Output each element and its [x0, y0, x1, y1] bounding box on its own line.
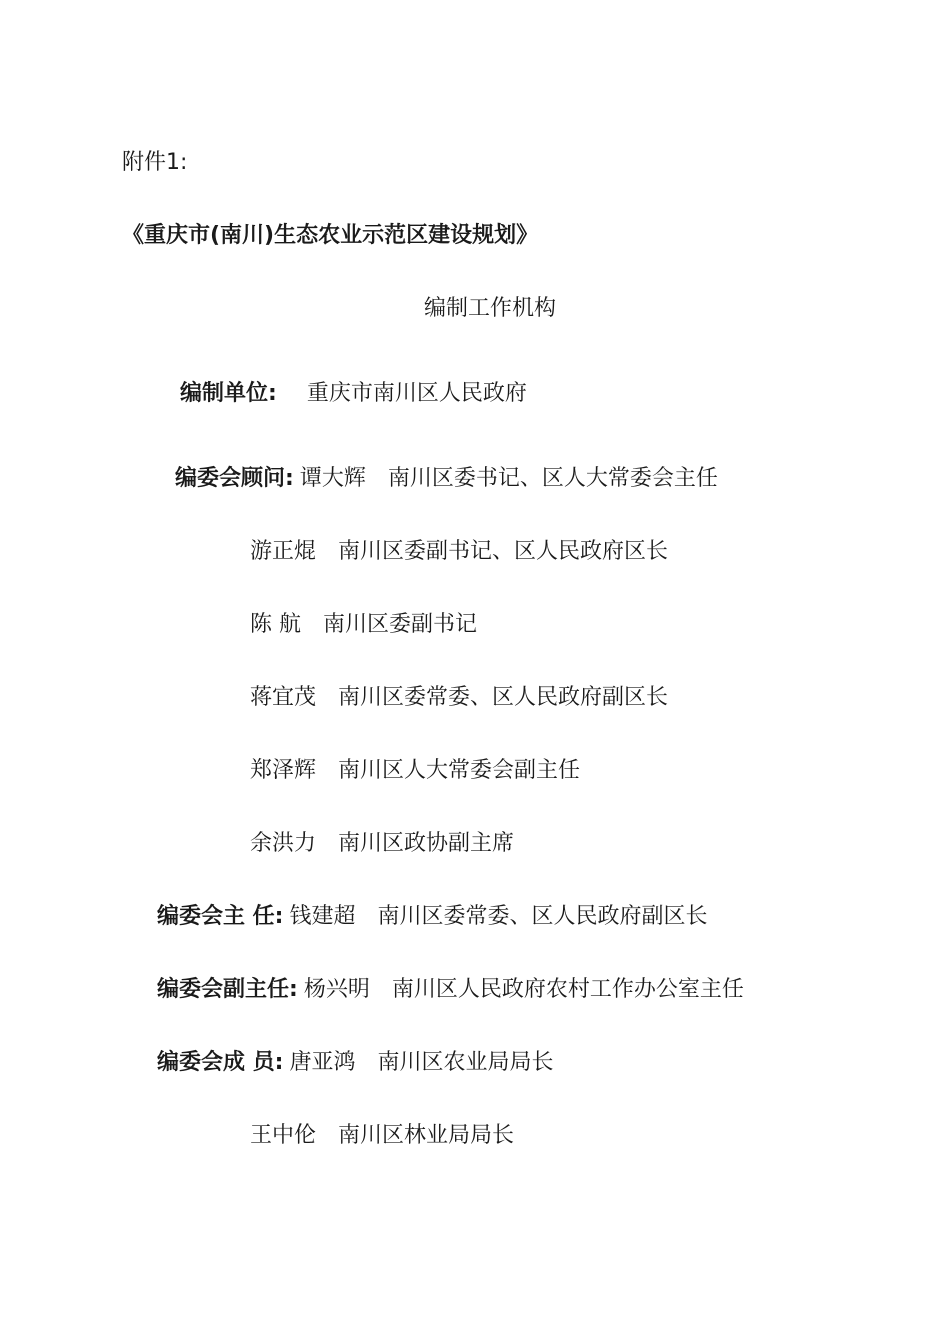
deputy-director-title: 南川区人民政府农村工作办公室主任	[391, 977, 744, 1002]
deputy-director-row	[157, 975, 744, 1005]
director-name: 钱建超	[289, 904, 356, 929]
member-title: 南川区林业局局长	[338, 1123, 515, 1148]
advisor-name: 游正焜	[250, 539, 317, 564]
attachment-label: 附件1:	[122, 150, 188, 175]
advisor-title: 南川区人大常委会副主任	[338, 758, 581, 783]
unit-value: 重庆市南川区人民政府	[306, 381, 527, 406]
advisor-title: 南川区政协副主席	[338, 831, 515, 856]
director-row	[157, 902, 708, 932]
member-title: 南川区农业局局长	[377, 1050, 554, 1075]
member-row	[157, 1048, 554, 1078]
advisors-label: 编委会顾问:	[175, 466, 294, 491]
advisor-name: 余洪力	[250, 831, 317, 856]
advisor-row	[250, 610, 477, 640]
advisor-name: 谭大辉	[299, 466, 366, 491]
member-name: 王中伦	[250, 1123, 317, 1148]
advisor-title: 南川区委常委、区人民政府副区长	[338, 685, 669, 710]
advisor-title: 南川区委副书记、区人民政府区长	[338, 539, 669, 564]
advisor-row	[250, 756, 580, 786]
unit-row	[180, 379, 527, 409]
advisor-name: 陈 航	[250, 612, 301, 637]
advisor-row	[250, 829, 514, 859]
advisor-name: 郑泽辉	[250, 758, 317, 783]
advisor-name: 蒋宜茂	[250, 685, 317, 710]
unit-label: 编制单位:	[180, 381, 277, 406]
member-name: 唐亚鸿	[289, 1050, 356, 1075]
advisor-row	[175, 464, 718, 494]
advisor-title: 南川区委副书记	[323, 612, 478, 637]
deputy-director-label: 编委会副主任:	[157, 977, 298, 1002]
member-row	[250, 1121, 514, 1151]
advisor-row	[250, 537, 668, 567]
document-title: 《重庆市(南川)生态农业示范区建设规划》	[122, 223, 539, 248]
director-label: 编委会主 任:	[157, 904, 284, 929]
advisor-title: 南川区委书记、区人大常委会主任	[387, 466, 718, 491]
section-title: 编制工作机构	[424, 296, 557, 321]
advisor-row	[250, 683, 668, 713]
deputy-director-name: 杨兴明	[303, 977, 370, 1002]
members-label: 编委会成 员:	[157, 1050, 284, 1075]
director-title: 南川区委常委、区人民政府副区长	[377, 904, 708, 929]
